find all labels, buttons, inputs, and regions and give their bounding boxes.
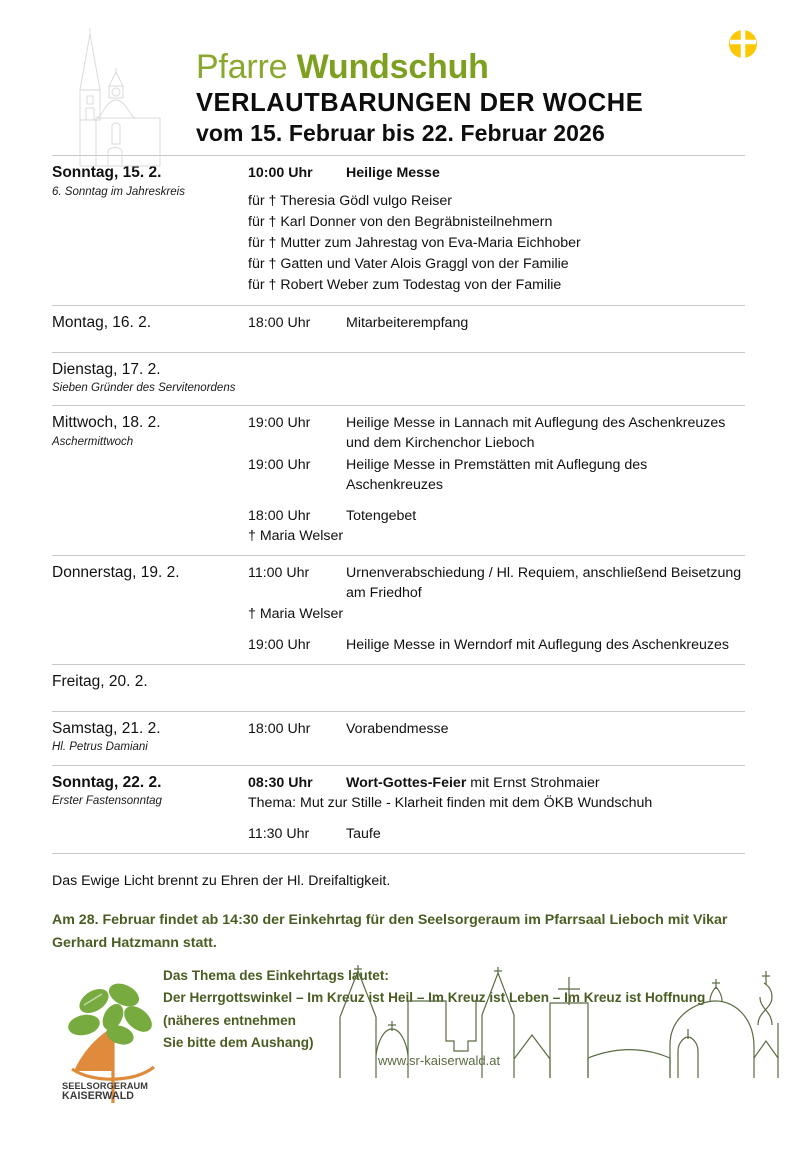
event-description [346, 773, 745, 793]
day-subtitle: Hl. Petrus Damiani [52, 741, 148, 754]
event-time: 10:00 Uhr [248, 165, 313, 181]
schedule-event [248, 824, 745, 844]
event-description: Heilige Messe [346, 165, 440, 181]
schedule-event [248, 773, 745, 793]
page-title [196, 48, 643, 86]
day-subtitle: Sieben Gründer des Servitenordens [52, 382, 236, 395]
mass-intention-line: für † Karl Donner von den Begräbnisteilnehmern [248, 214, 553, 231]
schedule-row [52, 406, 745, 556]
schedule-day-cell [52, 313, 248, 333]
event-description: Heilige Messe in Lannach mit Auflegung des Aschenkreuzes und dem Kirchenchor Lieboch [346, 415, 726, 452]
schedule-row [52, 353, 745, 407]
event-description-emphasis: Wort-Gottes-Feier [346, 774, 467, 791]
header-text-block [196, 48, 643, 147]
schedule-day-cell [52, 773, 248, 810]
event-extra-line: † Maria Welser [248, 605, 344, 622]
event-time: 11:00 Uhr [248, 565, 310, 582]
event-description: Vorabendmesse [346, 720, 449, 737]
logo-line-1: SEELSORGERAUM [62, 1080, 149, 1091]
event-description: Mitarbeiterempfang [346, 314, 469, 331]
day-subtitle: 6. Sonntag im Jahreskreis [52, 185, 185, 198]
notes-section [52, 871, 745, 955]
schedule-table [52, 155, 745, 854]
event-extra-line: Thema: Mut zur Stille - Klarheit finden mit dem ÖKB Wundschuh [248, 794, 653, 811]
brand-prefix: Pfarre [196, 48, 297, 86]
event-time: 19:00 Uhr [248, 415, 311, 432]
schedule-day-cell [52, 672, 248, 692]
day-name: Montag, 16. 2. [52, 313, 152, 331]
schedule-row [52, 665, 745, 712]
event-time: 18:00 Uhr [248, 720, 311, 737]
schedule-day-cell [52, 413, 248, 450]
event-time: 08:30 Uhr [248, 774, 313, 791]
schedule-day-cell [52, 360, 248, 397]
schedule-day-cell [52, 719, 248, 756]
event-description: Totengebet [346, 507, 417, 524]
event-description: Heilige Messe in Werndorf mit Auflegung des Aschenkreuzes [346, 636, 729, 653]
event-time: 18:00 Uhr [248, 314, 311, 331]
date-range: vom 15. Februar bis 22. Februar 2026 [196, 120, 605, 147]
event-description: Heilige Messe in Premstätten mit Auflegung des Aschenkreuzes [346, 456, 648, 493]
mass-intention-line: für † Mutter zum Jahrestag von Eva-Maria Eichhober [248, 234, 581, 251]
schedule-events-cell [248, 563, 745, 655]
day-name: Freitag, 20. 2. [52, 672, 148, 690]
schedule-day-cell [52, 563, 248, 583]
schedule-event [248, 163, 745, 183]
day-subtitle: Aschermittwoch [52, 435, 134, 448]
schedule-event [248, 563, 745, 603]
theme-block [163, 965, 763, 1055]
church-outline-icon [72, 26, 168, 171]
theme-line-3: (näheres entnehmen [163, 1012, 296, 1028]
schedule-event [248, 313, 745, 333]
mass-intentions [248, 191, 745, 295]
event-time: 18:00 Uhr [248, 507, 311, 524]
theme-line-4: Sie bitte dem Aushang) [163, 1035, 314, 1051]
schedule-row [52, 556, 745, 665]
day-subtitle: Erster Fastensonntag [52, 795, 162, 808]
schedule-event [248, 455, 745, 495]
eternal-light-note: Das Ewige Licht brennt zu Ehren der Hl. Dreifaltigkeit. [52, 873, 391, 890]
schedule-event [248, 719, 745, 739]
page-header [0, 0, 795, 155]
mass-intention-line: für † Robert Weber zum Todestag von der Familie [248, 276, 562, 293]
day-name: Mittwoch, 18. 2. [52, 414, 161, 432]
schedule-event [248, 413, 745, 453]
schedule-row [52, 156, 745, 306]
event-time: 19:00 Uhr [248, 636, 311, 653]
schedule-event [248, 635, 745, 655]
page-subtitle: VERLAUTBARUNGEN DER WOCHE [196, 89, 644, 118]
day-name: Sonntag, 15. 2. [52, 164, 162, 181]
footer-section [0, 963, 795, 1153]
event-description: Taufe [346, 825, 381, 842]
event-time: 19:00 Uhr [248, 456, 311, 473]
schedule-row [52, 712, 745, 766]
schedule-events-cell [248, 719, 745, 739]
brand-name: Wundschuh [296, 48, 489, 86]
logo-line-2: KAISERWALD [62, 1089, 135, 1102]
sun-cross-icon [727, 28, 759, 60]
schedule-events-cell [248, 773, 745, 844]
day-name: Samstag, 21. 2. [52, 719, 161, 737]
event-time: 11:30 Uhr [248, 825, 310, 842]
mass-intention-line: für † Theresia Gödl vulgo Reiser [248, 193, 452, 210]
schedule-events-cell [248, 313, 745, 333]
schedule-events-cell [248, 163, 745, 296]
schedule-events-cell [248, 413, 745, 546]
schedule-row [52, 306, 745, 353]
event-extra-line: † Maria Welser [248, 528, 344, 545]
announcement-note: Am 28. Februar findet ab 14:30 der Einkehrtag für den Seelsorgeraum im Pfarrsaal Lieboch mit Vikar Gerhard Hatzmann statt. [52, 911, 728, 951]
tree-sail-logo-icon [58, 965, 170, 1105]
day-name: Dienstag, 17. 2. [52, 360, 161, 378]
theme-line-2: Der Herrgottswinkel – Im Kreuz ist Heil – Im Kreuz ist Leben – Im Kreuz ist Hoffnung [163, 990, 706, 1006]
day-name: Sonntag, 22. 2. [52, 773, 162, 791]
mass-intention-line: für † Gatten und Vater Alois Graggl von der Familie [248, 255, 569, 272]
event-description: Urnenverabschiedung / Hl. Requiem, anschließend Beisetzung am Friedhof [346, 565, 742, 602]
schedule-row [52, 766, 745, 854]
schedule-event [248, 506, 745, 526]
day-name: Donnerstag, 19. 2. [52, 564, 180, 582]
event-description-rest: mit Ernst Strohmaier [466, 774, 600, 791]
theme-line-1: Das Thema des Einkehrtags lautet: [163, 967, 389, 983]
website-url: www.sr-kaiserwald.at [378, 1052, 501, 1068]
